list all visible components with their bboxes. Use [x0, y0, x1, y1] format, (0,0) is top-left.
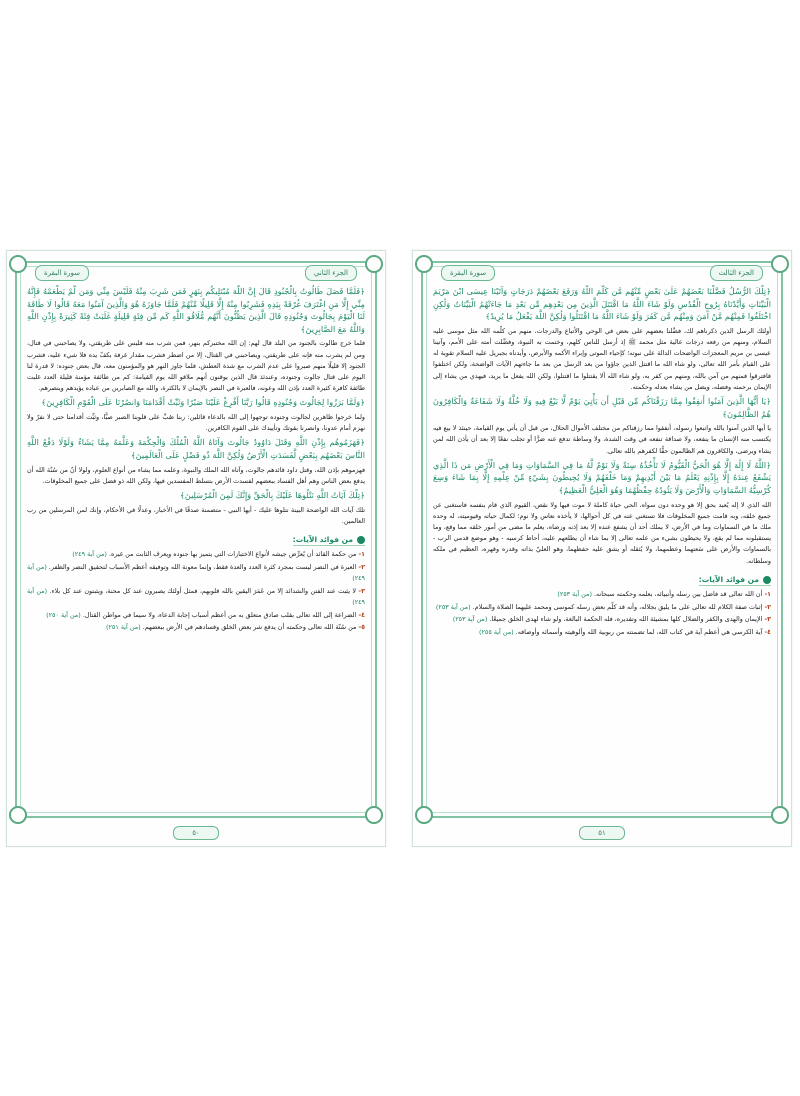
benefit-text: الإيمان والهدى والكفر والضلال كلها بمشيئة الله وتقديره، فله الحكمة البالغة، ولو شاء لهدى الخلق جميعًا. — [489, 615, 763, 624]
verse-reference: (من آية ٢٤٩) — [27, 562, 365, 583]
benefit-number: ٢- — [764, 602, 771, 611]
benefit-number: ٣- — [764, 615, 771, 624]
tafsir-paragraph: فلما خرج طالوت بالجنود من البلد قال لهم: إن الله مختبركم بنهر، فمن شرب منه فليس على طريقتي، ولا يصاحبني في قتال، ومن لم يشرب منه فإنه على طريقتي، ويصاحبني في القتال، إلا من اضطر فشرب مقدار غرفة بكفّ يده فلا شيء عليه، فشرب الجنود إلا قليلًا منهم صبروا على عدم الشرب مع شدة العطش، فلما جاوز النهر هو والمؤمنون معه، قال بعض جنوده: لا قدرة لنا اليوم على قتال جالوت وجنوده، وعندئذ قال الذين يوقنون أنهم ملاقو الله يوم القيامة: كم من طائفة مؤمنة قليلة العدد غلبت طائفة كافرة كثيرة العدد بإذن الله وعونه، فالعبرة في النصر بالإيمان لا بالكثرة، والله مع الصابرين من عباده يؤيدهم وينصرهم. — [27, 339, 365, 393]
bullet-icon — [763, 576, 771, 584]
benefit-text: إثبات صفة الكلام لله تعالى على ما يليق بجلاله، وأنه قد كلّم بعض رسله كموسى ومحمد عليهما الصلاة والسلام. — [472, 602, 763, 611]
benefit-item — [27, 562, 365, 585]
benefit-number: ١- — [358, 550, 365, 559]
benefits-heading-text: من فوائد الآيات: — [292, 535, 353, 545]
corner-ornament-icon — [9, 806, 27, 824]
verse-reference: (من آية ٢٥٣) — [452, 615, 488, 624]
benefit-text: آية الكرسي هي أعظم آية في كتاب الله، لما تضمنته من ربوبية الله وألوهيته وأسمائه وأوصافه. — [515, 627, 763, 636]
page-number: ٥٠ — [173, 826, 219, 840]
benefit-number: ٤- — [764, 627, 771, 636]
benefit-text: أن الله تعالى قد فاضل بين رسله وأنبيائه، بعلمه وحكمته سبحانه. — [594, 590, 763, 599]
benefit-number: ٥- — [358, 622, 365, 631]
page-content — [433, 285, 771, 810]
quran-verse: ﴿تِلْكَ الرُّسُلُ فَضَّلْنَا بَعْضَهُمْ عَلَىٰ بَعْضٍ مِّنْهُم مَّن كَلَّمَ اللَّهُ وَرَفَعَ بَعْضَهُمْ دَرَجَاتٍ وَآتَيْنَا عِيسَى ابْنَ مَرْيَمَ الْبَيِّنَاتِ وَأَيَّدْنَاهُ بِرُوحِ الْقُدُسِ وَلَوْ شَاءَ اللَّهُ مَا اقْتَتَلَ الَّذِينَ مِن بَعْدِهِم مِّن بَعْدِ مَا جَاءَتْهُمُ الْبَيِّنَاتُ وَلَٰكِنِ اخْتَلَفُوا فَمِنْهُم مَّنْ آمَنَ وَمِنْهُم مَّن كَفَرَ وَلَوْ شَاءَ اللَّهُ مَا اقْتَتَلُوا وَلَٰكِنَّ اللَّهَ يَفْعَلُ مَا يُرِيدُ﴾ — [433, 286, 771, 322]
benefit-text: من حكمة القائد أن يُعرِّض جيشه لأنواع الاختبارات التي يتميز بها جنوده ويعرف الثابت من غيره. — [108, 550, 357, 559]
tafsir-paragraph: ولما خرجوا ظاهرين لجالوت وجنوده توجهوا إلى الله بالدعاء قائلين: ربنا صُبَّ على قلوبنا الصبر صبًّا، وثبِّت أقدامنا حتى لا نفرّ ولا نهزم أمام عدونا، وانصرنا بقوتك وتأييدك على القوم الكافرين. — [27, 412, 365, 433]
bullet-icon — [357, 536, 365, 544]
benefits-heading-text: من فوائد الآيات: — [698, 575, 759, 585]
benefit-text: من سُنّة الله تعالى وحكمته أن يدفع شر بعض الخلق وفسادهم في الأرض ببعضهم. — [142, 622, 357, 631]
tafsir-paragraph: الله الذي لا إله يُعبد بحق إلا هو وحده دون سواه، الحي حياة كاملة لا موت فيها ولا نقص، القيوم الذي قام بنفسه فاستغنى عن جميع خلقه، وبه قامت جميع المخلوقات فلا تستغني عنه في كل أحوالها، لا يأخذه نعاس ولا نوم؛ لكمال حياته وقيوميته، له وحده ملك ما في السماوات وما في الأرض، لا يملك أحد أن يشفع عنده إلا بعد إذنه ورضاه، يعلم ما مضى من أمور خلقه مما وقع، وما يستقبلونه مما لم يقع، ولا يحيطون بشيء من علمه تعالى إلا بما شاء أن يطلعهم عليه، أحاط كرسيه - وهو موضع قدمي الرب - بالسماوات والأرض على سَعتهما وعظمهما، ولا يُثقله أو يشق عليه حفظهما، وهو العليّ بذاته وقدره وقهره، العظيم في ملكه وسلطانه. — [433, 500, 771, 565]
quran-verse: ﴿فَلَمَّا فَصَلَ طَالُوتُ بِالْجُنُودِ قَالَ إِنَّ اللَّهَ مُبْتَلِيكُم بِنَهَرٍ فَمَن شَرِبَ مِنْهُ فَلَيْسَ مِنِّي وَمَن لَّمْ يَطْعَمْهُ فَإِنَّهُ مِنِّي إِلَّا مَنِ اغْتَرَفَ غُرْفَةً بِيَدِهِ فَشَرِبُوا مِنْهُ إِلَّا قَلِيلًا مِّنْهُمْ فَلَمَّا جَاوَزَهُ هُوَ وَالَّذِينَ آمَنُوا مَعَهُ قَالُوا لَا طَاقَةَ لَنَا الْيَوْمَ بِجَالُوتَ وَجُنُودِهِ قَالَ الَّذِينَ يَظُنُّونَ أَنَّهُم مُّلَاقُو اللَّهِ كَم مِّن فِئَةٍ قَلِيلَةٍ غَلَبَتْ فِئَةً كَثِيرَةً بِإِذْنِ اللَّهِ وَاللَّهُ مَعَ الصَّابِرِينَ﴾ — [27, 286, 365, 334]
tafsir-paragraph: تلك آيات الله الواضحة البينة نتلوها عليك - أيها النبي - متضمنة صدقًا في الأخبار، وعدلًا في الأحكام، وإنك لمن المرسلين من رب العالمين. — [27, 505, 365, 525]
verse-reference: (من آية ٢٤٩) — [72, 550, 107, 559]
benefit-item — [27, 610, 365, 621]
benefit-item — [433, 589, 771, 600]
corner-ornament-icon — [365, 806, 383, 824]
page-content — [27, 285, 365, 810]
benefit-number: ٤- — [358, 610, 365, 619]
verse-reference: (من آية ٢٥٣) — [557, 590, 592, 599]
page-header — [431, 265, 773, 281]
benefits-heading — [699, 575, 771, 586]
page-51 — [412, 250, 792, 847]
quran-verse: ﴿فَهَزَمُوهُم بِإِذْنِ اللَّهِ وَقَتَلَ دَاوُودُ جَالُوتَ وَآتَاهُ اللَّهُ الْمُلْكَ وَالْحِكْمَةَ وَعَلَّمَهُ مِمَّا يَشَاءُ وَلَوْلَا دَفْعُ اللَّهِ النَّاسَ بَعْضَهُم بِبَعْضٍ لَّفَسَدَتِ الْأَرْضُ وَلَٰكِنَّ اللَّهَ ذُو فَضْلٍ عَلَى الْعَالَمِينَ﴾ — [27, 437, 365, 460]
quran-verse: ﴿وَلَمَّا بَرَزُوا لِجَالُوتَ وَجُنُودِهِ قَالُوا رَبَّنَا أَفْرِغْ عَلَيْنَا صَبْرًا وَثَبِّتْ أَقْدَامَنَا وَانصُرْنَا عَلَى الْقَوْمِ الْكَافِرِينَ﴾ — [41, 397, 365, 408]
corner-ornament-icon — [415, 806, 433, 824]
tafsir-paragraph: فهزموهم بإذن الله، وقتل داود قائدهم جالوت، وآتاه الله الملك والنبوة، وعلمه مما يشاء من أنواع العلوم، ولولا أنّ من سُنّة الله أن يدفع بعض الناس وهم أهل الفساد ببعضهم لفسدت الأرض بتسلط المفسدين فيها، ولكن الله ذو فضل على جميع المخلوقات. — [27, 465, 365, 485]
verse-reference: (من آية ٢٤٩) — [27, 586, 365, 607]
corner-ornament-icon — [771, 255, 789, 273]
benefits-heading — [293, 535, 365, 546]
corner-ornament-icon — [365, 255, 383, 273]
tafsir-paragraph: أولئك الرسل الذين ذكرناهم لك، فضَّلنا بعضهم على بعض في الوحي والأتباع والدرجات، منهم من كلّمه الله مثل موسى عليه السلام، ومنهم من رفعه درجات عالية مثل محمد ﷺ إذ أرسل للناس كلهم، وختمت به النبوة، وفضَّلت أمته على الأمم، وآتينا عيسى بن مريم المعجزات الواضحات الدالة على نبوته؛ كإحياء الموتى وإبراء الأكمه والأبرص، وأيدناه بجبريل عليه السلام تقوية له على القيام بأمر الله تعالى، ولو شاء الله ما اقتتل الذين جاؤوا من بعد الرسل من بعد ما جاءتهم الآيات الواضحة، ولكن اختلفوا فافترقوا فمنهم من آمن بالله، ومنهم من كفر به، ولو شاء الله ألا يقتتلوا ما اقتتلوا، ولكن الله يفعل ما يريد، فيهدي من يشاء إلى الإيمان برحمته وفضله، ويضل من يشاء بعدله وحكمته. — [433, 326, 771, 391]
surah-label: سورة البقرة — [35, 265, 89, 281]
benefit-item — [27, 622, 365, 633]
verse-reference: (من آية ٢٥٣) — [435, 602, 471, 611]
page-header — [25, 265, 367, 281]
surah-label: سورة البقرة — [441, 265, 495, 281]
benefit-text: لا يثبت عند الفتن والشدائد إلا من عَمَرَ اليقين بالله قلوبهم، فمثل أولئك يصبرون عند كل محنة، ويثبتون عند كل بلاء. — [49, 586, 357, 595]
page-50 — [6, 250, 386, 847]
benefit-item — [27, 549, 365, 560]
corner-ornament-icon — [771, 806, 789, 824]
benefit-item — [433, 627, 771, 638]
tafsir-paragraph: يا أيها الذين آمنوا بالله واتبعوا رسوله، أنفقوا مما رزقناكم من مختلف الأموال الحلال، من قبل أن يأتي يوم القيامة، حينئذ لا بيع فيه يكتسب منه الإنسان ما ينفعه، ولا صداقة تنفعه في وقت الشدة، ولا وساطة تدفع عنه ضرًّا أو تجلب نفعًا إلا بعد أن يأذن الله لمن يشاء ويرضى، والكافرون هم الظالمون حقًّا لكفرهم بالله تعالى. — [433, 424, 771, 455]
juz-label: الجزء الثالث — [710, 265, 763, 281]
benefit-item — [433, 614, 771, 625]
verse-reference: (من آية ٢٥٠) — [46, 610, 81, 619]
quran-verse: ﴿يَا أَيُّهَا الَّذِينَ آمَنُوا أَنفِقُوا مِمَّا رَزَقْنَاكُم مِّن قَبْلِ أَن يَأْتِيَ يَوْمٌ لَّا بَيْعٌ فِيهِ وَلَا خُلَّةٌ وَلَا شَفَاعَةٌ وَالْكَافِرُونَ هُمُ الظَّالِمُونَ﴾ — [433, 396, 771, 419]
verse-reference: (من آية ٢٥٥) — [478, 627, 514, 636]
quran-verse: ﴿تِلْكَ آيَاتُ اللَّهِ نَتْلُوهَا عَلَيْكَ بِالْحَقِّ وَإِنَّكَ لَمِنَ الْمُرْسَلِينَ﴾ — [180, 489, 365, 500]
verse-reference: (من آية ٢٥١) — [105, 622, 141, 631]
benefit-item — [27, 586, 365, 609]
benefit-text: الضراعة إلى الله تعالى بقلب صادق متعلق به من أعظم أسباب إجابة الدعاء، ولا سيما في مواطن القتال. — [82, 610, 357, 619]
benefit-number: ٢- — [358, 562, 365, 571]
benefit-number: ٣- — [358, 586, 365, 595]
benefit-item — [433, 602, 771, 613]
page-number: ٥١ — [579, 826, 625, 840]
juz-label: الجزء الثاني — [305, 265, 357, 281]
benefit-number: ١- — [764, 590, 771, 599]
benefit-text: العبرة في النصر ليست بمجرد كثرة العدد والعدة فقط، وإنما معونة الله وتوفيقه أعظم الأسباب لتحقيق النصر والظفر. — [48, 562, 357, 571]
quran-verse: ﴿اللَّهُ لَا إِلَٰهَ إِلَّا هُوَ الْحَيُّ الْقَيُّومُ لَا تَأْخُذُهُ سِنَةٌ وَلَا نَوْمٌ لَّهُ مَا فِي السَّمَاوَاتِ وَمَا فِي الْأَرْضِ مَن ذَا الَّذِي يَشْفَعُ عِندَهُ إِلَّا بِإِذْنِهِ يَعْلَمُ مَا بَيْنَ أَيْدِيهِمْ وَمَا خَلْفَهُمْ وَلَا يُحِيطُونَ بِشَيْءٍ مِّنْ عِلْمِهِ إِلَّا بِمَا شَاءَ وَسِعَ كُرْسِيُّهُ السَّمَاوَاتِ وَالْأَرْضَ وَلَا يَئُودُهُ حِفْظُهُمَا وَهُوَ الْعَلِيُّ الْعَظِيمُ﴾ — [433, 459, 771, 495]
